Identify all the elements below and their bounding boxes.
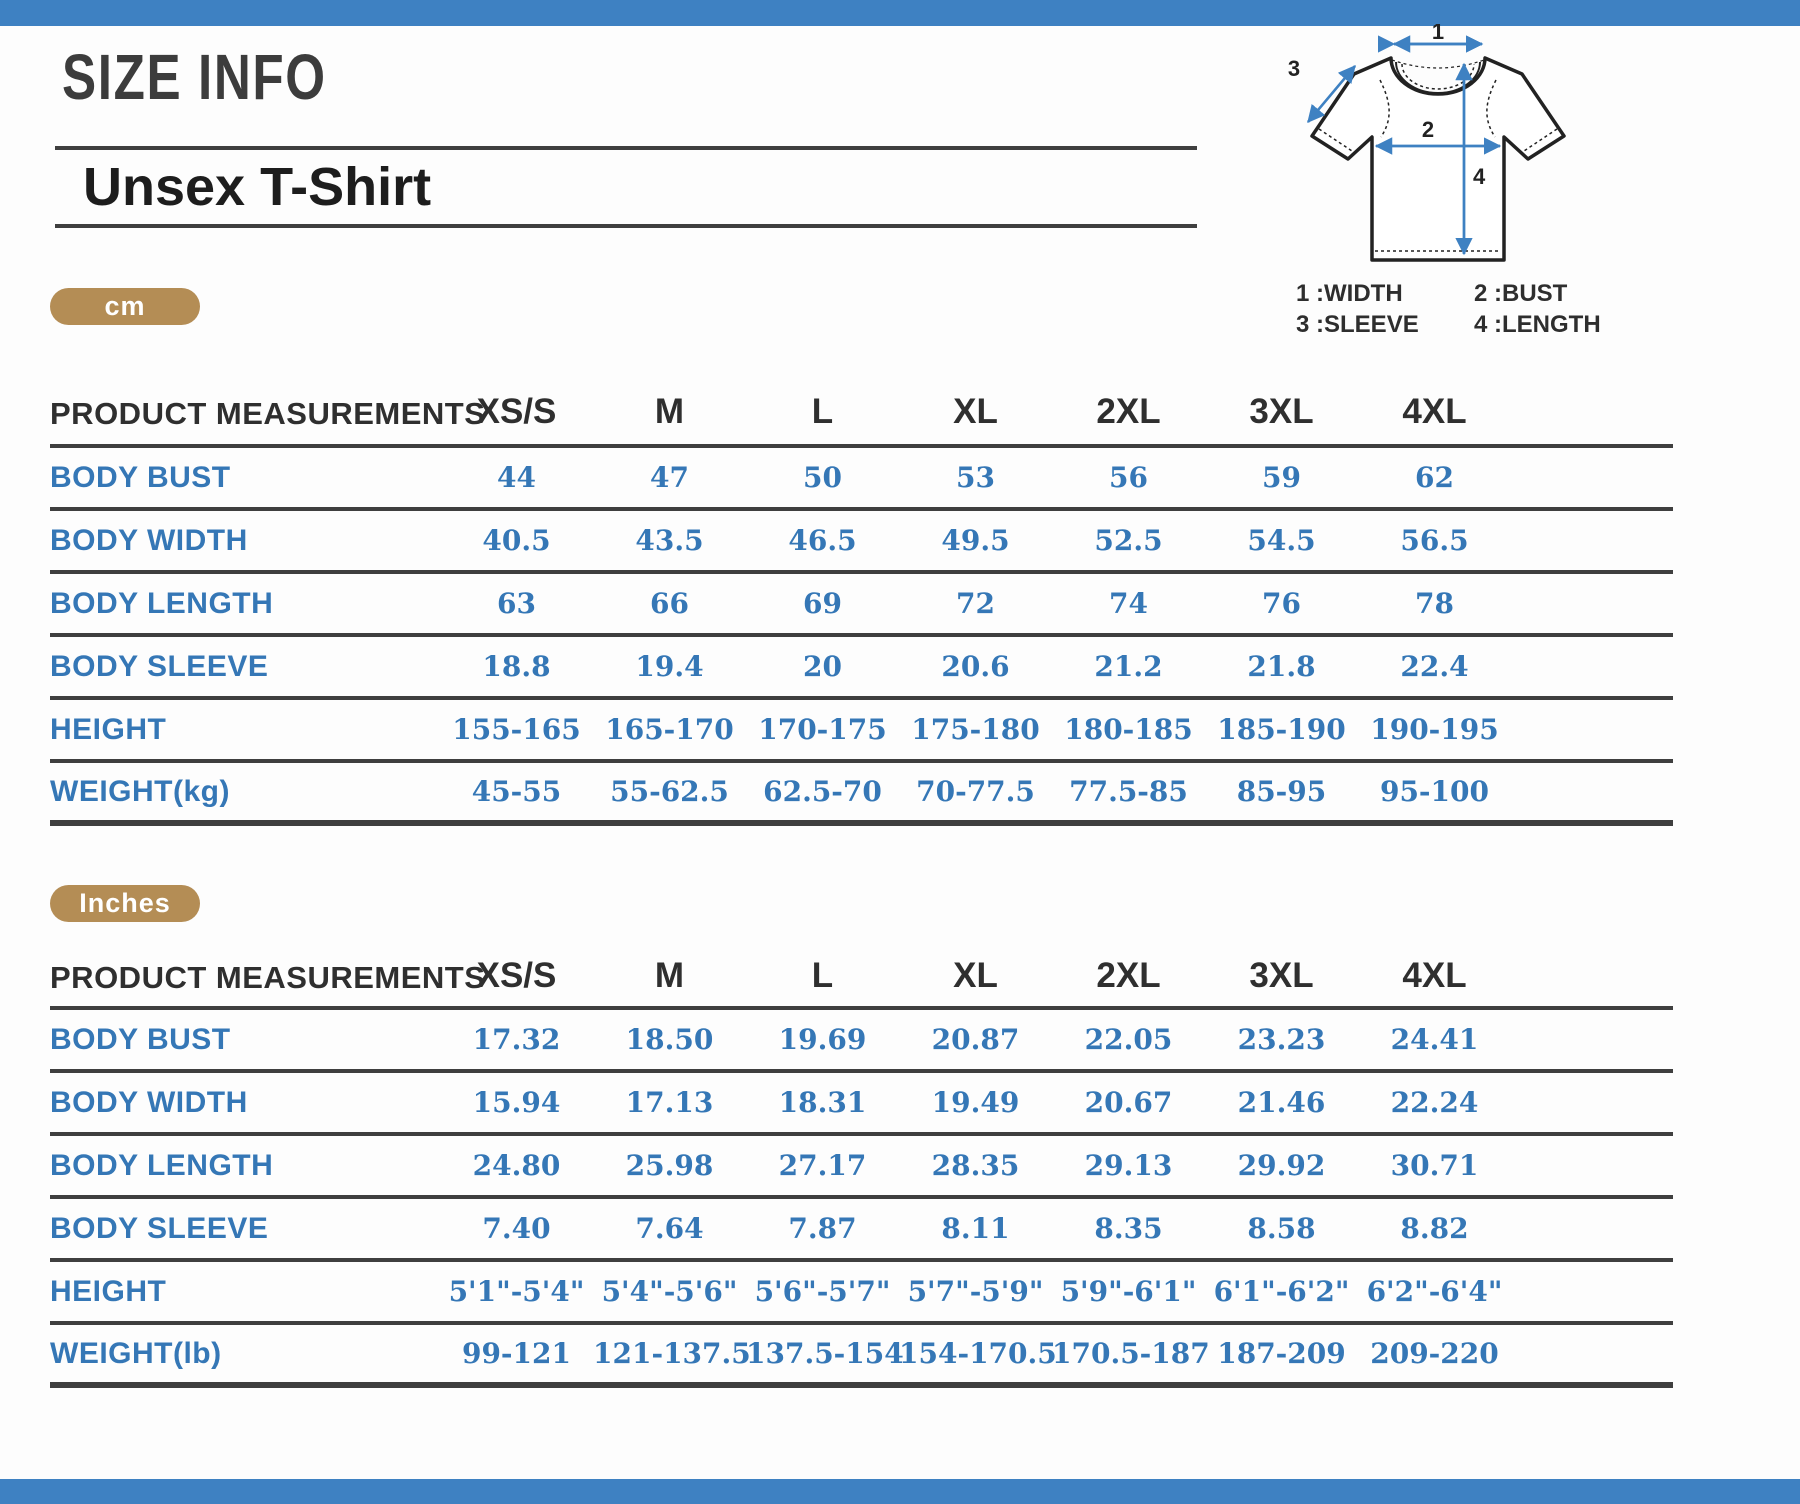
cell-value: 24.41 <box>1390 1023 1479 1056</box>
cell-value: 8.35 <box>1094 1212 1163 1245</box>
measurements-header: PRODUCT MEASUREMENTS <box>50 960 486 995</box>
cell-value: 190-195 <box>1370 713 1499 746</box>
cell-value: 154-170.5 <box>899 1337 1057 1370</box>
cell-value: 44 <box>497 461 536 494</box>
cell-value: 66 <box>650 587 689 620</box>
cell-value: 29.92 <box>1237 1149 1326 1182</box>
cell-value: 170-175 <box>758 713 887 746</box>
legend-sleeve: 3 :SLEEVE <box>1296 311 1419 338</box>
table-row <box>50 637 1673 700</box>
cell-value: 46.5 <box>788 524 857 557</box>
cell-value: 30.71 <box>1390 1149 1479 1182</box>
cell-value: 78 <box>1415 587 1454 620</box>
cell-value: 8.82 <box>1400 1212 1469 1245</box>
row-label: BODY LENGTH <box>50 1148 274 1182</box>
cell-value: 47 <box>650 461 689 494</box>
cell-value: 137.5-154 <box>746 1337 904 1370</box>
cell-value: 25.98 <box>625 1149 714 1182</box>
cell-value: 5'7"-5'9" <box>907 1275 1044 1308</box>
row-label: HEIGHT <box>50 1274 167 1308</box>
size-header: 2XL <box>1096 956 1161 995</box>
back-collar-stitch <box>1392 60 1484 68</box>
row-label: BODY WIDTH <box>50 1085 248 1119</box>
cell-value: 6'2"-6'4" <box>1366 1275 1503 1308</box>
legend-length: 4 :LENGTH <box>1474 311 1601 338</box>
cell-value: 155-165 <box>452 713 581 746</box>
cell-value: 70-77.5 <box>916 775 1035 808</box>
size-table-cm <box>50 325 1673 826</box>
cell-value: 170.5-187 <box>1052 1337 1210 1370</box>
cell-value: 62.5-70 <box>763 775 882 808</box>
size-tables <box>50 288 1673 1388</box>
table-row <box>50 700 1673 763</box>
size-header: XL <box>953 956 998 995</box>
cell-value: 56.5 <box>1400 524 1469 557</box>
table-row <box>50 1325 1673 1388</box>
row-label: BODY WIDTH <box>50 523 248 557</box>
cell-value: 18.8 <box>482 650 551 683</box>
table-row <box>50 763 1673 826</box>
cell-value: 28.35 <box>931 1149 1020 1182</box>
cell-value: 17.32 <box>472 1023 561 1056</box>
cell-value: 23.23 <box>1237 1023 1326 1056</box>
cell-value: 40.5 <box>482 524 551 557</box>
cell-value: 21.8 <box>1247 650 1316 683</box>
table-row <box>50 511 1673 574</box>
cell-value: 7.64 <box>635 1212 704 1245</box>
cell-value: 5'6"-5'7" <box>754 1275 891 1308</box>
cell-value: 209-220 <box>1370 1337 1499 1370</box>
table-row <box>50 574 1673 637</box>
cell-value: 54.5 <box>1247 524 1316 557</box>
size-header: 3XL <box>1249 956 1314 995</box>
cell-value: 21.46 <box>1237 1086 1326 1119</box>
top-accent-bar <box>0 0 1800 26</box>
cell-value: 17.13 <box>625 1086 714 1119</box>
cell-value: 20.6 <box>941 650 1010 683</box>
tshirt-diagram-svg <box>1258 24 1618 276</box>
arrow-label-1: 1 <box>1431 24 1445 44</box>
cell-value: 180-185 <box>1064 713 1193 746</box>
cell-value: 76 <box>1262 587 1301 620</box>
cell-value: 5'1"-5'4" <box>448 1275 585 1308</box>
cell-value: 63 <box>497 587 536 620</box>
cell-value: 27.17 <box>778 1149 867 1182</box>
cell-value: 22.24 <box>1390 1086 1479 1119</box>
cell-value: 45-55 <box>471 775 562 808</box>
size-header: 4XL <box>1402 392 1467 431</box>
cell-value: 53 <box>956 461 995 494</box>
arrow-label-2: 2 <box>1421 117 1435 142</box>
table-row <box>50 1262 1673 1325</box>
cell-value: 19.69 <box>778 1023 867 1056</box>
size-header: L <box>811 956 834 995</box>
row-label: BODY BUST <box>50 460 231 494</box>
cell-value: 95-100 <box>1379 775 1490 808</box>
size-header: M <box>654 392 685 431</box>
cell-value: 56 <box>1109 461 1148 494</box>
cell-value: 43.5 <box>635 524 704 557</box>
row-label: WEIGHT(kg) <box>50 774 230 808</box>
row-label: WEIGHT(lb) <box>50 1336 222 1370</box>
cell-value: 22.05 <box>1084 1023 1173 1056</box>
page-title: SIZE INFO <box>62 41 327 113</box>
cell-value: 8.58 <box>1247 1212 1316 1245</box>
cell-value: 49.5 <box>941 524 1010 557</box>
table-row <box>50 448 1673 511</box>
table-row <box>50 1010 1673 1073</box>
unit-badge-inches: Inches <box>50 885 200 922</box>
cell-value: 15.94 <box>472 1086 561 1119</box>
cell-value: 69 <box>803 587 842 620</box>
size-header: M <box>654 956 685 995</box>
product-name-box <box>55 146 1197 228</box>
table-body <box>50 448 1673 826</box>
row-label: BODY BUST <box>50 1022 231 1056</box>
size-header: XL <box>953 392 998 431</box>
size-header: XS/S <box>476 956 557 995</box>
cell-value: 50 <box>803 461 842 494</box>
cell-value: 8.11 <box>941 1212 1010 1245</box>
arrow-label-3: 3 <box>1287 56 1301 81</box>
size-header: 4XL <box>1402 956 1467 995</box>
cell-value: 85-95 <box>1236 775 1327 808</box>
legend-width: 1 :WIDTH <box>1296 280 1403 307</box>
cell-value: 187-209 <box>1217 1337 1346 1370</box>
size-header: 3XL <box>1249 392 1314 431</box>
cell-value: 5'4"-5'6" <box>601 1275 738 1308</box>
size-header: XS/S <box>476 392 557 431</box>
table-row <box>50 1136 1673 1199</box>
cell-value: 21.2 <box>1094 650 1163 683</box>
cell-value: 74 <box>1109 587 1148 620</box>
cell-value: 7.40 <box>482 1212 551 1245</box>
cell-value: 55-62.5 <box>610 775 729 808</box>
cell-value: 59 <box>1262 461 1301 494</box>
legend-bust: 2 :BUST <box>1474 280 1568 307</box>
cell-value: 185-190 <box>1217 713 1346 746</box>
size-table-inches <box>50 922 1673 1388</box>
cell-value: 18.50 <box>625 1023 714 1056</box>
size-header: L <box>811 392 834 431</box>
cell-value: 121-137.5 <box>593 1337 751 1370</box>
cell-value: 29.13 <box>1084 1149 1173 1182</box>
cell-value: 20.87 <box>931 1023 1020 1056</box>
table-header-row <box>50 922 1673 1010</box>
size-header: 2XL <box>1096 392 1161 431</box>
cell-value: 52.5 <box>1094 524 1163 557</box>
cell-value: 165-170 <box>605 713 734 746</box>
table-row <box>50 1073 1673 1136</box>
cell-value: 72 <box>956 587 995 620</box>
cell-value: 62 <box>1415 461 1454 494</box>
cell-value: 20 <box>803 650 842 683</box>
row-label: HEIGHT <box>50 712 167 746</box>
table-row <box>50 1199 1673 1262</box>
cell-value: 175-180 <box>911 713 1040 746</box>
bottom-accent-bar <box>0 1479 1800 1504</box>
table-body <box>50 1010 1673 1388</box>
cell-value: 19.49 <box>931 1086 1020 1119</box>
table-header-row <box>50 325 1673 448</box>
cell-value: 20.67 <box>1084 1086 1173 1119</box>
measurements-header: PRODUCT MEASUREMENTS <box>50 396 486 431</box>
cell-value: 7.87 <box>788 1212 857 1245</box>
cell-value: 5'9"-6'1" <box>1060 1275 1197 1308</box>
row-label: BODY LENGTH <box>50 586 274 620</box>
cell-value: 18.31 <box>778 1086 867 1119</box>
arrow-label-4: 4 <box>1473 164 1486 189</box>
row-label: BODY SLEEVE <box>50 1211 269 1245</box>
cell-value: 77.5-85 <box>1069 775 1188 808</box>
cell-value: 24.80 <box>472 1149 561 1182</box>
cell-value: 22.4 <box>1400 650 1469 683</box>
row-label: BODY SLEEVE <box>50 649 269 683</box>
cell-value: 19.4 <box>635 650 704 683</box>
product-name: Unsex T-Shirt <box>83 157 432 217</box>
cell-value: 99-121 <box>461 1337 572 1370</box>
unit-badge-cm: cm <box>50 288 200 325</box>
cell-value: 6'1"-6'2" <box>1213 1275 1350 1308</box>
